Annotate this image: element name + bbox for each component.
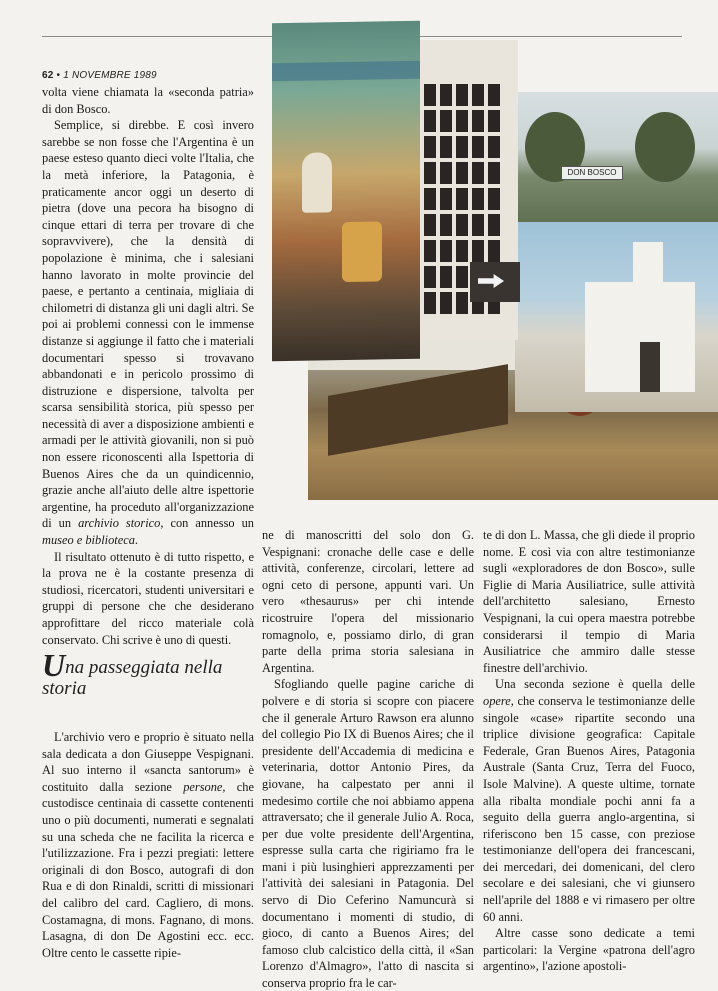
station-sign: DON BOSCO: [561, 166, 623, 180]
section-heading: [42, 647, 254, 699]
paragraph: ne di manoscritti del solo don G. Vespignani: cronache delle case e delle attività, conferenze, circolari, lettere ad ogni ceto di persone, appunti vari. Un vero «thesaurus» per chi intende ricostruire l'opera del missionario romagnolo, e, possiamo dirlo, di gran parte della prima storia salesiana in Argentina.: [262, 528, 474, 675]
page-folio: [42, 70, 157, 81]
issue-date: 1 NOVEMBRE 1989: [63, 70, 157, 81]
paragraph: volta viene chiamata la «seconda patria» di don Bosco.: [42, 85, 254, 116]
page-number: 62: [42, 70, 54, 81]
photo-chapel: [515, 222, 718, 412]
paragraph: Il risultato ottenuto è di tutto rispetto, e la prova ne è la costante presenza di studiosi, ricercatori, studenti universitari e gruppi di persone che che desiderano approfittare del ricco materiale colà conservato. Chi scrive è uno di questi.: [42, 549, 254, 647]
paragraph: Sfogliando quelle pagine cariche di polvere e di storia si scopre con piacere che il generale Arturo Rawson era alunno del collegio Pio IX di Buenos Aires; che il presidente dell'Accademia di medicina e veterinaria, dottor Antonio Pires, da giovane, ha calpestato per anni il medesimo cortile che noi abbiamo appena attraversato; che il generale Julio A. Roca, per due volte presidente dell'Argentina, espresse sulla carta che rigiriamo fra le mani i più lusinghieri apprezzamenti per l'attività dei salesiani in Patagonia. Del servo di Dio Ceferino Namuncurà si documentano i momenti di studio, di gioco, di canto a Buenos Aires; del famoso club calcistico della città, il «San Lorenzo d'Almagro», l'atto di nascita si conserva proprio fra le car-: [262, 677, 474, 991]
article-column-2: [262, 527, 474, 991]
article-column-1-lower: [42, 729, 254, 961]
article-column-3: [483, 527, 695, 975]
paragraph: Una seconda sezione è quella delle opere, che conserva le testimonianze delle singole «case» ripartite secondo una triplice divisione geografica: Capitale Federale, Gran Buenos Aires, Patagonia Australe (Santa Cruz, Terra del Fuoco, Isole Malvine). A queste ultime, tornate alla ribalta mondiale pochi anni fa a seguito della guerra anglo-argentina, si riferiscono ben 15 casse, con preziose testimonianze dell'opera dei francescani, dei mercedari, dei domenicani, del clero secolare e dei salesiani, che vi giunsero nell'aprile del 1888 e vi rimasero per oltre 60 anni.: [483, 677, 695, 924]
photo-don-bosco-station: [515, 92, 718, 232]
article-column-1: [42, 84, 254, 648]
paragraph: Semplice, si direbbe. E così invero sarebbe se non fosse che l'Argentina è un paese esteso quanto dieci volte l'Italia, che la metà inferiore, la Patagonia, è praticamente ancor oggi un deserto di pietra (dove una pecora ha bisogno di cinque ettari di terra per trovare di che sopravvivere), che la densità di popolazione è minima, che i salesiani hanno lavorato in molte provincie del paese, e pertanto a centinaia, migliaia di chilometri di distanza gli uni dagli altri. Se poi ai problemi connessi con le immense distanze si aggiunge il fatto che i materiali documentari spesso si trovavano abbandonati e in pericolo prossimo di distruzione e dispersione, talvolta per scarsa sensibilità storica, più spesso per necessità di aver a disposizione ambienti e armadi per le attività giovanili, non si può non essere riconoscenti alla Ispettoria di Buenos Aires che da un quindicennio, grazie anche all'aiuto delle altre ispettorie argentine, ha proceduto all'organizzazione di un archivio storico, con annesso un museo e biblioteca.: [42, 118, 254, 548]
folio-separator: •: [56, 70, 61, 81]
heading-dropcap: U: [42, 647, 66, 683]
heading-text: na passeggiata nella storia: [42, 657, 223, 699]
arrow-icon: [478, 274, 504, 288]
photo-mosaic-mural: [272, 21, 420, 362]
paragraph: te di don L. Massa, che gli diede il proprio nome. E così via con altre testimonianze sugli «exploradores de don Bosco», sulle Figlie di Maria Ausiliatrice, sulle attività dell'architetto salesiano, Ernesto Vespignani, la cui opera maestra potrebbe considerarsi il tempio di Maria Ausiliatrice che ammiro dalle stesse finestre dell'archivio.: [483, 528, 695, 675]
photo-arrow-sign: [470, 262, 520, 302]
paragraph: Altre casse sono dedicate a temi particolari: la Vergine «patrona dell'agro argentino», l'azione apostoli-: [483, 926, 695, 974]
paragraph: L'archivio vero e proprio è situato nella sala dedicata a don Giuseppe Vespignani. Al suo interno il «sancta santorum» è costituito dalla sezione persone, che custodisce centinaia di cassette contenenti uno o più documenti, numerati e segnalati su una scheda che ne facilita la ricerca e l'utilizzazione. Fra i pezzi pregiati: lettere originali di don Bosco, autografi di don Rua e di don Rinaldi, scritti di missionari del calibro del card. Cagliero, di mons. Costamagna, di mons. Fagnano, di mons. Lasagna, di don De Agostini ecc. ecc. Oltre cento le cassette ripie-: [42, 730, 254, 960]
